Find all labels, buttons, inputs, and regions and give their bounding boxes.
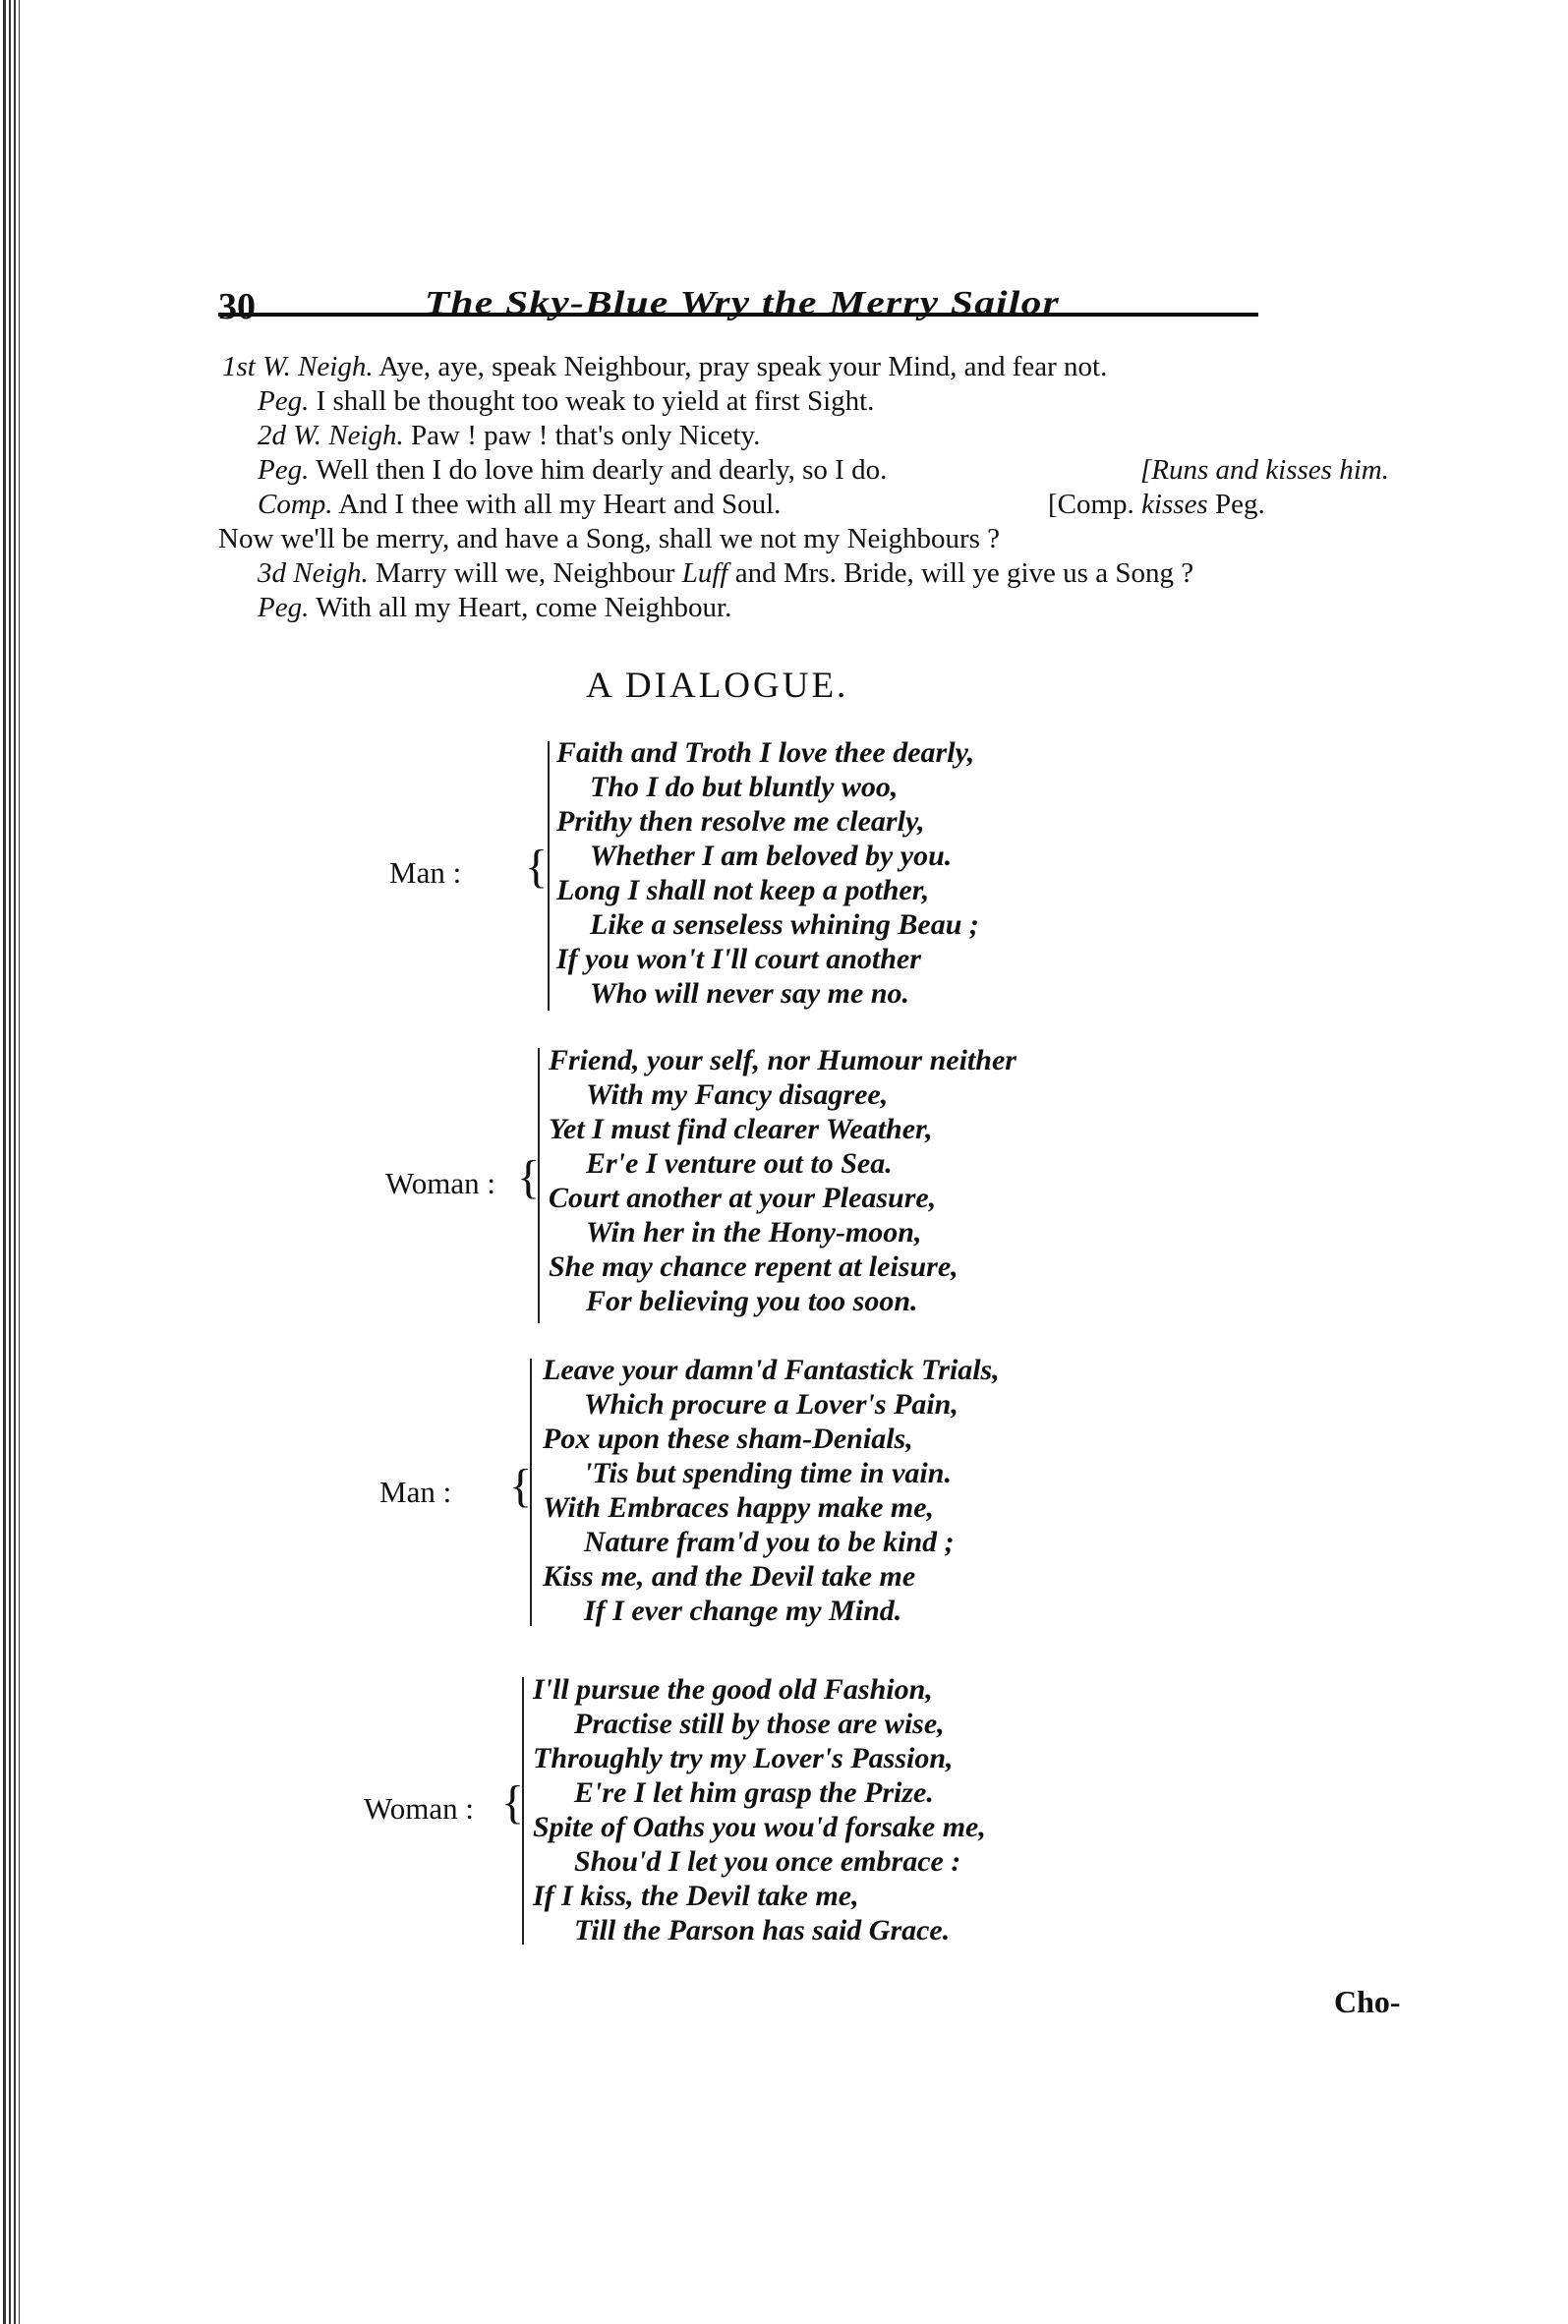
speaker: Peg. (258, 454, 310, 486)
dialogue-line (258, 453, 887, 487)
line-text: With all my Heart, come Neighbour. (316, 592, 732, 623)
verse-line: Throughly try my Lover's Passion, (533, 1742, 954, 1774)
stage-direction-object: Peg. (1214, 489, 1265, 520)
stanza-role-label: Man : (379, 1475, 452, 1509)
verse-line: Who will never say me no. (590, 977, 910, 1010)
stanza-brace: { (501, 1776, 525, 1829)
stanza-brace: { (525, 841, 549, 893)
song-title: A DIALOGUE. (586, 666, 849, 706)
dialogue-line (222, 350, 1107, 383)
verse-line: If I kiss, the Devil take me, (533, 1880, 859, 1912)
stage-direction-comp (1048, 488, 1265, 521)
running-title: The Sky-Blue Wry the Merry Sailor (425, 285, 1060, 321)
stage-direction-runs: [Runs and kisses him. (1140, 454, 1389, 486)
verse-line: Nature fram'd you to be kind ; (584, 1526, 955, 1558)
speaker: 1st W. Neigh. (222, 351, 374, 382)
line-text: Aye, aye, speak Neighbour, pray speak your Mind, and fear not. (378, 351, 1108, 382)
verse-line: Shou'd I let you once embrace : (574, 1845, 961, 1878)
stanza-role-label: Man : (389, 855, 462, 890)
line-text: And I thee with all my Heart and Soul. (338, 489, 782, 520)
dialogue-line (258, 419, 760, 452)
verse-line: If I ever change my Mind. (584, 1595, 902, 1627)
verse-line: Prithy then resolve me clearly, (556, 805, 925, 838)
speaker: 3d Neigh. (258, 557, 369, 589)
verse-line: Till the Parson has said Grace. (574, 1914, 951, 1946)
dialogue-line (218, 522, 1000, 555)
verse-line: Leave your damn'd Fantastick Trials, (543, 1354, 1000, 1386)
catchword: Cho- (1334, 1984, 1401, 2019)
verse-line: With Embraces happy make me, (543, 1491, 935, 1524)
verse-line: Court another at your Pleasure, (549, 1182, 937, 1214)
verse-line: Which procure a Lover's Pain, (584, 1388, 958, 1421)
stage-direction-verb: kisses (1141, 489, 1208, 520)
verse-line: Whether I am beloved by you. (590, 840, 953, 872)
verse-line: Win her in the Hony-moon, (586, 1216, 922, 1249)
page-binding-edge (0, 0, 24, 2324)
speaker: Comp. (258, 489, 333, 520)
verse-line: I'll pursue the good old Fashion, (533, 1673, 933, 1706)
line-text: and Mrs. Bride, will ye give us a Song ? (727, 557, 1194, 589)
page-number: 30 (218, 286, 256, 327)
speaker: Peg. (258, 592, 310, 623)
dialogue-line (258, 488, 781, 521)
line-text: Now we'll be merry, and have a Song, shall we not my Neighbours ? (218, 523, 1001, 554)
verse-line: If you won't I'll court another (556, 943, 921, 975)
verse-line: Pox upon these sham-Denials, (543, 1423, 913, 1455)
verse-line: For believing you too soon. (586, 1285, 918, 1317)
verse-line: Kiss me, and the Devil take me (543, 1560, 916, 1593)
stanza-brace-line (548, 741, 550, 1011)
stage-direction-prefix: [Comp. (1048, 489, 1134, 520)
dialogue-line (258, 384, 874, 418)
page-header (218, 285, 1258, 327)
line-text-pre: Marry will we, Neighbour (376, 557, 682, 589)
verse-line: Long I shall not keep a pother, (556, 874, 930, 906)
stanza-role-label: Woman : (385, 1166, 496, 1200)
character-name: Luff (681, 557, 728, 589)
header-rule (218, 313, 1258, 317)
verse-line: Yet I must find clearer Weather, (549, 1113, 933, 1145)
speaker: 2d W. Neigh. (258, 420, 404, 451)
verse-line: 'Tis but spending time in vain. (584, 1457, 952, 1489)
dialogue-line (258, 591, 731, 624)
verse-line: With my Fancy disagree, (586, 1078, 889, 1111)
speaker: Peg. (258, 385, 310, 417)
line-text: I shall be thought too weak to yield at first Sight. (316, 385, 875, 417)
verse-line: Er'e I venture out to Sea. (586, 1147, 893, 1180)
line-text: Well then I do love him dearly and dearly, so I do. (316, 454, 888, 486)
verse-line: E're I let him grasp the Prize. (574, 1776, 934, 1809)
verse-line: She may chance repent at leisure, (549, 1250, 958, 1283)
verse-line: Tho I do but bluntly woo, (590, 771, 899, 803)
line-text: Paw ! paw ! that's only Nicety. (411, 420, 761, 451)
verse-line: Faith and Troth I love thee dearly, (556, 736, 975, 769)
stanza-role-label: Woman : (364, 1791, 475, 1826)
verse-line: Spite of Oaths you wou'd forsake me, (533, 1811, 986, 1843)
stanza-brace: { (517, 1151, 541, 1203)
verse-line: Practise still by those are wise, (574, 1708, 945, 1740)
stanza-brace: { (509, 1460, 533, 1512)
verse-line: Friend, your self, nor Humour neither (549, 1044, 1016, 1076)
dialogue-line (258, 556, 1193, 590)
verse-line: Like a senseless whining Beau ; (590, 908, 979, 941)
